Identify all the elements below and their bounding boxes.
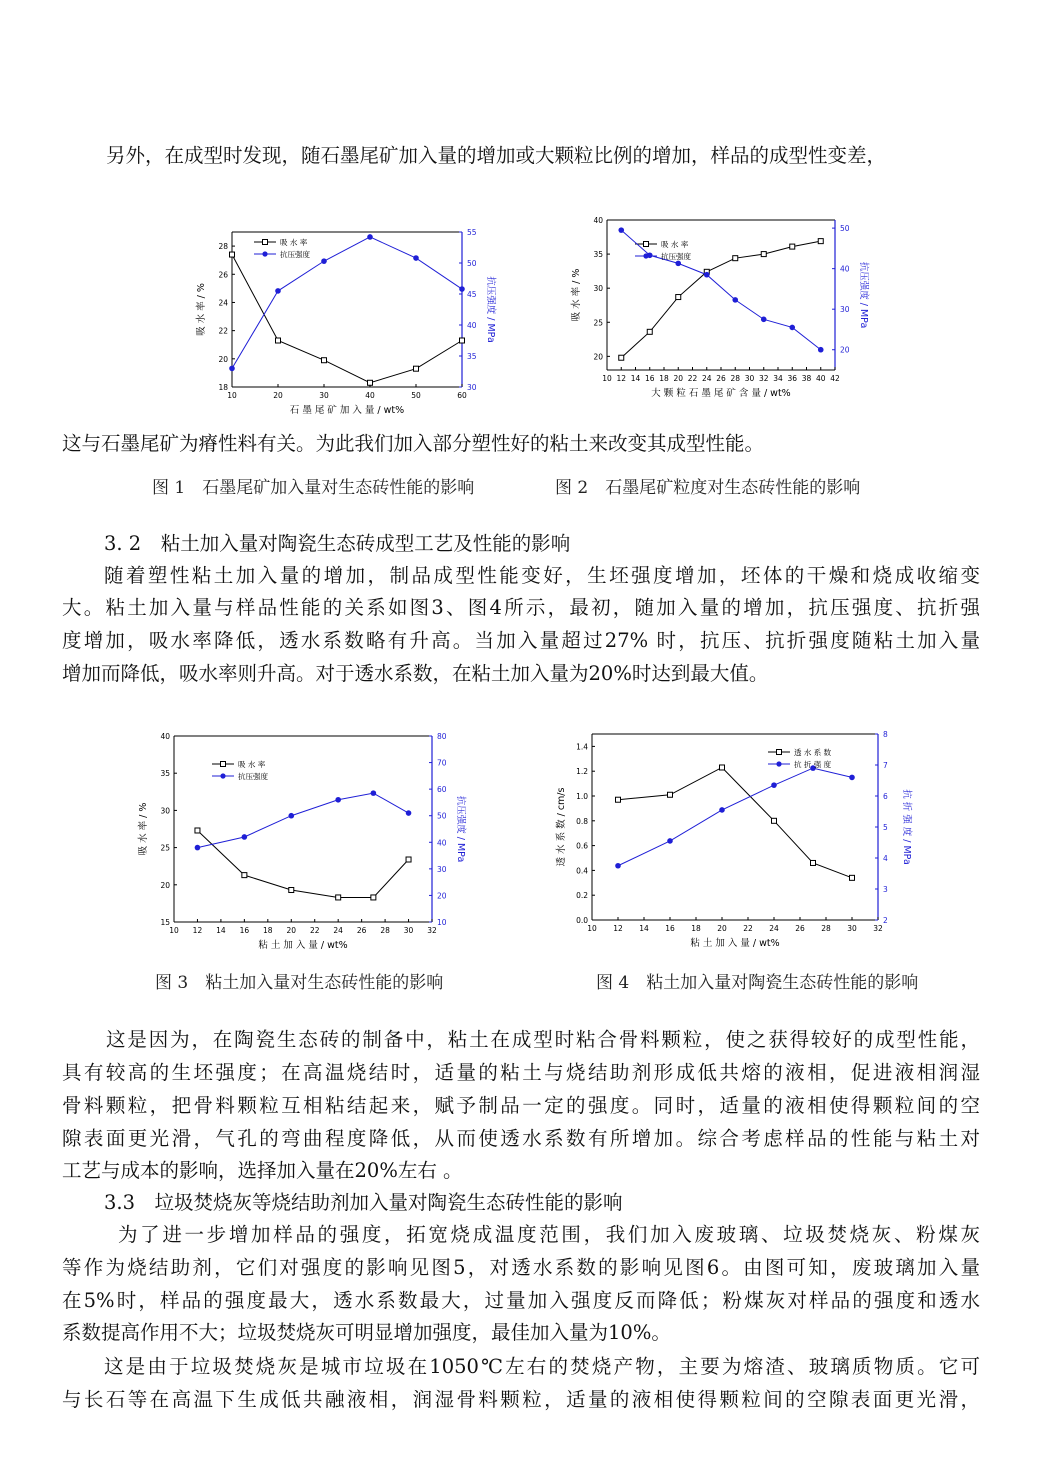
paragraph-line: 增加而降低，吸水率则升高。对于透水系数，在粘土加入量为20%时达到最大值。 <box>62 662 769 685</box>
x-tick-label: 40 <box>815 374 826 383</box>
x-axis-label: 石 墨 尾 矿 加 入 量 / wt% <box>289 405 405 416</box>
x-tick-label: 36 <box>787 374 798 383</box>
x-tick-label: 30 <box>319 391 329 400</box>
figure-1-caption: 图 1 石墨尾矿加入量对生态砖性能的影响 <box>152 478 475 498</box>
x-tick-label: 60 <box>457 391 467 400</box>
paragraph-line: 大。粘土加入量与样品性能的关系如图3、图4所示，最初，随加入量的增加，抗压强度、抗折强 <box>62 596 980 619</box>
y-tick-label: 0.6 <box>576 841 588 851</box>
y2-axis-label: 抗 折 强 度 / MPa <box>901 789 912 865</box>
legend-label: 透 水 系 数 <box>794 748 832 757</box>
x-tick-label: 30 <box>744 374 755 383</box>
x-tick-label: 26 <box>716 374 726 383</box>
data-point-square <box>619 355 624 360</box>
x-tick-label: 12 <box>192 926 203 935</box>
y-tick-label: 30 <box>593 284 603 294</box>
y2-axis-label: 抗压强度 / MPa <box>455 795 466 863</box>
y2-tick-label: 8 <box>883 730 888 739</box>
data-point-circle <box>771 782 777 788</box>
y2-tick-label: 70 <box>437 758 447 768</box>
y-tick-label: 0.0 <box>576 916 588 925</box>
x-tick-label: 22 <box>309 926 320 935</box>
data-point-circle <box>288 813 294 819</box>
y-tick-label: 20 <box>593 352 603 362</box>
data-point-circle <box>667 838 673 844</box>
y-tick-label: 28 <box>218 242 228 252</box>
data-point-square <box>818 239 823 244</box>
figure-4-caption: 图 4 粘土加入量对陶瓷生态砖性能的影响 <box>596 973 919 993</box>
data-point-circle <box>849 775 855 781</box>
x-tick-label: 38 <box>801 374 812 383</box>
paragraph-line: 系数提高作用不大；垃圾焚烧灰可明显增加强度，最佳加入量为10%。 <box>62 1321 671 1344</box>
x-tick-label: 34 <box>773 374 783 383</box>
x-tick-label: 20 <box>273 391 283 400</box>
legend-marker-circle <box>776 761 781 766</box>
x-tick-label: 26 <box>356 926 367 935</box>
y2-tick-label: 40 <box>467 321 477 330</box>
y-tick-label: 20 <box>160 880 170 890</box>
y-tick-label: 1.4 <box>576 742 588 752</box>
y2-tick-label: 50 <box>437 811 447 821</box>
x-axis-label: 粘 土 加 入 量 / wt% <box>690 938 780 949</box>
data-point-circle <box>275 288 281 294</box>
x-tick-label: 32 <box>758 374 769 383</box>
data-point-square <box>414 366 419 371</box>
data-point-circle <box>242 834 248 840</box>
data-point-circle <box>335 797 341 803</box>
data-point-square <box>811 860 816 865</box>
y2-tick-label: 10 <box>437 918 447 927</box>
data-point-circle <box>704 272 710 278</box>
data-point-square <box>790 244 795 249</box>
paragraph-line: 等作为烧结助剂，它们对强度的影响见图5，对透水系数的影响见图6。由图可知，废玻璃加入量 <box>62 1256 980 1279</box>
x-axis-label: 粘 土 加 入 量 / wt% <box>258 940 348 951</box>
paragraph-line: 工艺与成本的影响，选择加入量在20%左右 。 <box>62 1159 463 1182</box>
data-point-circle <box>818 347 824 353</box>
x-tick-label: 26 <box>795 924 805 933</box>
y-axis-label: 吸 水 率 / % <box>196 283 207 336</box>
data-point-circle <box>615 863 621 869</box>
x-tick-label: 16 <box>239 926 250 935</box>
x-tick-label: 14 <box>216 926 226 935</box>
y-tick-label: 0.8 <box>576 816 588 826</box>
data-point-circle <box>675 261 681 267</box>
y2-tick-label: 30 <box>840 305 850 315</box>
legend-label: 吸 水 率 <box>661 240 689 249</box>
data-point-square <box>720 765 725 770</box>
y2-tick-label: 80 <box>437 732 447 741</box>
y-tick-label: 25 <box>593 318 603 328</box>
data-point-circle <box>719 807 725 813</box>
x-tick-label: 18 <box>691 924 701 933</box>
figure-3-caption: 图 3 粘土加入量对生态砖性能的影响 <box>155 973 444 993</box>
legend-label: 吸 水 率 <box>280 238 308 247</box>
figure-3-chart <box>132 726 477 956</box>
paragraph-line: 这与石墨尾矿为瘠性料有关。为此我们加入部分塑性好的粘土来改变其成型性能。 <box>62 432 765 455</box>
data-point-square <box>647 329 652 334</box>
x-tick-label: 22 <box>743 924 753 933</box>
y-tick-label: 1.2 <box>576 767 588 777</box>
data-point-square <box>850 875 855 880</box>
y-tick-label: 0.2 <box>576 891 588 901</box>
x-tick-label: 50 <box>411 391 421 400</box>
section-heading-3-3: 3.3 垃圾焚烧灰等烧结助剂加入量对陶瓷生态砖性能的影响 <box>104 1191 623 1214</box>
data-point-circle <box>406 810 412 816</box>
data-point-square <box>368 380 373 385</box>
x-tick-label: 30 <box>403 926 414 935</box>
data-point-circle <box>367 234 373 240</box>
y-tick-label: 40 <box>160 732 170 741</box>
y-tick-label: 22 <box>218 326 228 336</box>
paragraph-line: 这是由于垃圾焚烧灰是城市垃圾在1050℃左右的焚烧产物，主要为熔渣、玻璃质物质。它可 <box>104 1355 980 1378</box>
data-point-square <box>761 252 766 257</box>
paragraph-line: 另外，在成型时发现，随石墨尾矿加入量的增加或大颗粒比例的增加，样品的成型性变差， <box>106 144 887 167</box>
y2-tick-label: 20 <box>840 345 850 355</box>
legend-marker-square <box>644 242 649 247</box>
y-tick-label: 15 <box>160 918 170 927</box>
legend-marker-circle <box>220 773 225 778</box>
y2-tick-label: 50 <box>467 259 477 268</box>
figure-1-chart <box>172 220 496 420</box>
y2-tick-label: 30 <box>467 383 477 392</box>
x-tick-label: 20 <box>717 924 727 933</box>
figure-2-chart <box>545 210 875 420</box>
data-point-square <box>676 295 681 300</box>
data-point-circle <box>761 317 767 323</box>
figure-4-svg <box>530 726 912 956</box>
data-point-square <box>276 338 281 343</box>
data-point-square <box>733 256 738 261</box>
y2-tick-label: 55 <box>467 228 477 237</box>
y-tick-label: 40 <box>593 216 603 225</box>
section-heading-3-2: 3. 2 粘土加入量对陶瓷生态砖成型工艺及性能的影响 <box>104 532 571 555</box>
legend-label: 抗压强度 <box>661 252 691 261</box>
paragraph-line: 具有较高的生坯强度；在高温烧结时，适量的粘土与烧结助剂形成低共熔的液相，促进液相润湿 <box>62 1061 980 1084</box>
y-tick-label: 18 <box>218 383 228 392</box>
x-tick-label: 18 <box>263 926 273 935</box>
figure-3-svg <box>132 726 477 956</box>
x-tick-label: 40 <box>365 391 375 400</box>
paragraph-line: 骨料颗粒，把骨料颗粒互相粘结起来，赋予制品一定的强度。同时，适量的液相使得颗粒间的空 <box>62 1094 980 1117</box>
y2-tick-label: 20 <box>437 891 447 901</box>
figure-1-svg <box>172 220 496 420</box>
y2-axis-label: 抗压强度 / MPa <box>858 261 869 329</box>
x-tick-label: 22 <box>687 374 698 383</box>
x-tick-label: 10 <box>169 926 179 935</box>
data-point-square <box>336 895 341 900</box>
x-tick-label: 18 <box>659 374 669 383</box>
x-tick-label: 32 <box>873 924 883 933</box>
paragraph-line: 为了进一步增加样品的强度，拓宽烧成温度范围，我们加入废玻璃、垃圾焚烧灰、粉煤灰 <box>118 1223 980 1246</box>
figure-4-chart <box>530 726 912 956</box>
x-tick-label: 16 <box>665 924 675 933</box>
paragraph-line: 在5%时，样品的强度最大，透水系数最大，过量加入强度反而降低；粉煤灰对样品的强度和透水 <box>62 1289 980 1312</box>
y2-tick-label: 4 <box>883 854 888 863</box>
series-line-1 <box>618 768 852 866</box>
series-line-1 <box>197 793 408 847</box>
data-point-square <box>230 252 235 257</box>
x-tick-label: 10 <box>587 924 597 933</box>
legend-label: 抗 折 强 度 <box>794 760 832 769</box>
x-tick-label: 14 <box>630 374 641 383</box>
x-tick-label: 12 <box>616 374 627 383</box>
x-tick-label: 12 <box>613 924 623 933</box>
y2-tick-label: 35 <box>467 352 477 361</box>
y-tick-label: 25 <box>160 843 170 853</box>
x-tick-label: 20 <box>673 374 684 383</box>
data-point-square <box>772 818 777 823</box>
data-point-square <box>289 888 294 893</box>
legend-marker-circle <box>643 253 648 258</box>
legend-marker-circle <box>262 251 267 256</box>
y2-tick-label: 2 <box>883 916 888 925</box>
paragraph-line: 隙表面更光滑，气孔的弯曲程度降低，从而使透水系数有所增加。综合考虑样品的性能与粘土对 <box>62 1127 980 1150</box>
legend-label: 抗压强度 <box>280 250 310 259</box>
x-tick-label: 28 <box>730 374 741 383</box>
x-tick-label: 16 <box>644 374 655 383</box>
y2-tick-label: 7 <box>883 761 888 770</box>
y-tick-label: 35 <box>160 769 170 779</box>
y-tick-label: 0.4 <box>576 866 588 876</box>
y-tick-label: 24 <box>218 298 228 308</box>
data-point-circle <box>789 325 795 331</box>
figure-2-caption: 图 2 石墨尾矿粒度对生态砖性能的影响 <box>555 478 861 498</box>
y2-tick-label: 45 <box>467 290 477 299</box>
data-point-square <box>616 797 621 802</box>
data-point-circle <box>618 227 624 233</box>
x-tick-label: 20 <box>286 926 297 935</box>
data-point-square <box>371 895 376 900</box>
data-point-circle <box>195 845 201 851</box>
legend-marker-square <box>777 750 782 755</box>
y-tick-label: 20 <box>218 354 228 364</box>
x-tick-label: 14 <box>639 924 649 933</box>
data-point-circle <box>459 286 465 292</box>
legend-marker-square <box>263 240 268 245</box>
data-point-square <box>406 857 411 862</box>
data-point-square <box>322 358 327 363</box>
y-axis-label: 吸 水 率 / % <box>571 268 582 322</box>
series-line-0 <box>618 767 852 877</box>
x-tick-label: 32 <box>427 926 437 935</box>
y2-tick-label: 50 <box>840 224 850 234</box>
y-tick-label: 35 <box>593 250 603 260</box>
data-point-circle <box>321 258 327 264</box>
y-tick-label: 30 <box>160 806 170 816</box>
y2-tick-label: 5 <box>883 823 888 832</box>
data-point-square <box>668 792 673 797</box>
x-axis-label: 大 颗 粒 石 墨 尾 矿 含 量 / wt% <box>651 388 791 399</box>
y2-tick-label: 3 <box>883 885 888 894</box>
y2-tick-label: 40 <box>840 264 850 274</box>
data-point-circle <box>732 297 738 303</box>
x-tick-label: 30 <box>847 924 857 933</box>
data-point-circle <box>371 790 377 796</box>
paragraph-line: 这是因为，在陶瓷生态砖的制备中，粘土在成型时粘合骨料颗粒，使之获得较好的成型性能， <box>106 1028 980 1051</box>
y2-tick-label: 6 <box>883 792 888 801</box>
x-tick-label: 10 <box>227 391 237 400</box>
y2-tick-label: 30 <box>437 864 447 874</box>
x-tick-label: 42 <box>830 374 840 383</box>
y-tick-label: 26 <box>218 270 228 280</box>
data-point-square <box>242 873 247 878</box>
legend-marker-square <box>221 762 226 767</box>
data-point-square <box>195 828 200 833</box>
x-tick-label: 10 <box>602 374 612 383</box>
y2-axis-label: 抗压强度 / MPa <box>485 276 496 343</box>
x-tick-label: 24 <box>769 924 779 933</box>
y2-tick-label: 40 <box>437 838 447 848</box>
y2-tick-label: 60 <box>437 785 447 795</box>
y-tick-label: 1.0 <box>576 792 588 801</box>
y-axis-label: 透 水 系 数 / cm/s <box>556 787 567 867</box>
data-point-circle <box>229 366 235 372</box>
paragraph-line: 随着塑性粘土加入量的增加，制品成型性能变好，生坯强度增加，坯体的干燥和烧成收缩变 <box>104 564 980 587</box>
series-line-0 <box>232 255 462 383</box>
series-line-1 <box>232 237 462 368</box>
y-axis-label: 吸 水 率 / % <box>138 802 149 856</box>
x-tick-label: 24 <box>333 926 343 935</box>
paragraph-line: 与长石等在高温下生成低共融液相，润湿骨料颗粒，适量的液相使得颗粒间的空隙表面更光滑， <box>62 1388 980 1411</box>
x-tick-label: 28 <box>821 924 831 933</box>
figure-2-svg <box>545 210 875 420</box>
paragraph-line: 度增加，吸水率降低，透水系数略有升高。当加入量超过27% 时，抗压、抗折强度随粘土加入量 <box>62 629 980 652</box>
x-tick-label: 24 <box>701 374 712 383</box>
legend-label: 抗压强度 <box>238 772 268 781</box>
legend-label: 吸 水 率 <box>238 760 266 769</box>
series-line-0 <box>621 241 821 358</box>
x-tick-label: 28 <box>380 926 390 935</box>
data-point-square <box>460 338 465 343</box>
data-point-circle <box>413 255 419 261</box>
